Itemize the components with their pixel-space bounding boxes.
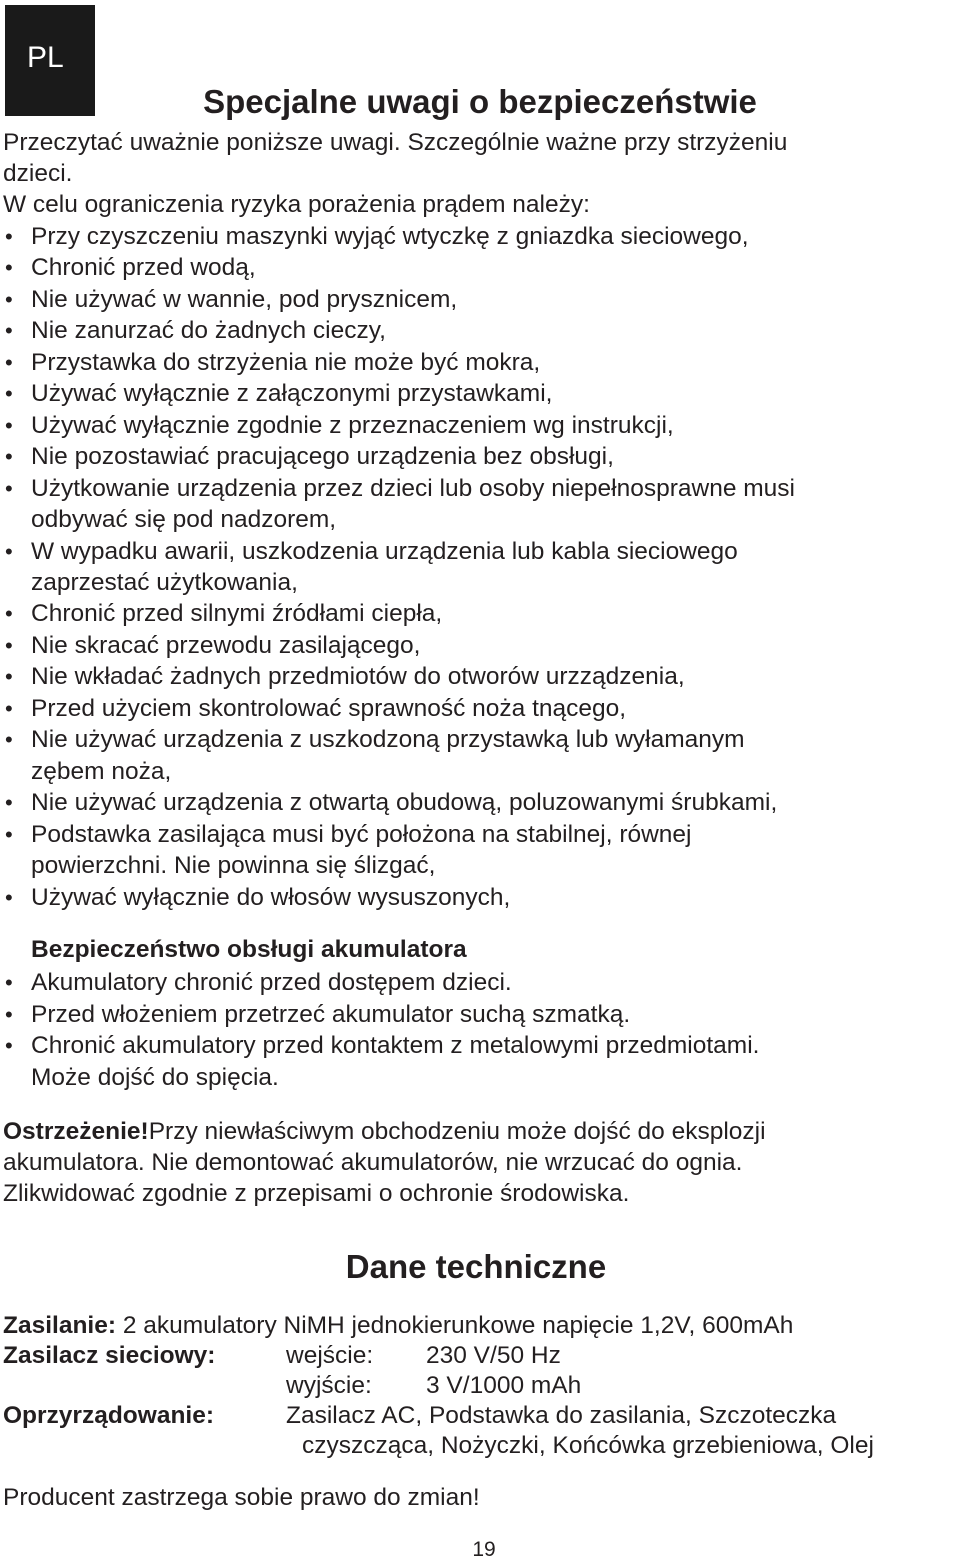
list-item: Używać wyłącznie zgodnie z przeznaczeniem wg instrukcji, — [31, 412, 674, 439]
list-item: Chronić przed wodą, — [31, 254, 256, 281]
language-code: PL — [27, 41, 64, 74]
tech-title: Dane techniczne — [345, 1248, 607, 1285]
bullet: • — [5, 413, 13, 438]
bullet: • — [5, 444, 13, 469]
warning-line — [3, 1120, 766, 1145]
bullet: • — [5, 1033, 13, 1058]
list-item: Nie wkładać żadnych przedmiotów do otworów urzządzenia, — [31, 663, 685, 690]
list-item-continuation: Może dojść do spięcia. — [31, 1064, 279, 1091]
list-item: Nie używać urządzenia z uszkodzoną przystawką lub wyłamanym — [31, 726, 745, 753]
list-item-continuation: odbywać się pod nadzorem, — [31, 506, 337, 533]
accessories-label: Oprzyrządowanie: — [3, 1402, 215, 1429]
list-item: Akumulatory chronić przed dostępem dzieci. — [31, 969, 512, 996]
battery-heading: Bezpieczeństwo obsługi akumulatora — [31, 936, 467, 963]
list-item: W wypadku awarii, uszkodzenia urządzenia lub kabla sieciowego — [31, 538, 738, 565]
warning-line: Zlikwidować zgodnie z przepisami o ochronie środowiska. — [3, 1180, 630, 1207]
bullet: • — [5, 664, 13, 689]
adapter-label: Zasilacz sieciowy: — [3, 1342, 216, 1369]
power-row — [3, 1314, 793, 1339]
bullet: • — [5, 476, 13, 501]
list-item: Używać wyłącznie z załączonymi przystawkami, — [31, 380, 553, 407]
list-item: Nie pozostawiać pracującego urządzenia bez obsługi, — [31, 443, 614, 470]
list-item: Nie skracać przewodu zasilającego, — [31, 632, 421, 659]
list-item: Przy czyszczeniu maszynki wyjąć wtyczkę z gniazdka sieciowego, — [31, 223, 749, 250]
page-number: 19 — [472, 1538, 496, 1561]
warning-label: Ostrzeżenie! — [3, 1118, 149, 1145]
accessories-value: Zasilacz AC, Podstawka do zasilania, Szczoteczka — [286, 1402, 837, 1429]
bullet: • — [5, 790, 13, 815]
list-item: Nie używać w wannie, pod prysznicem, — [31, 286, 458, 313]
bullet: • — [5, 970, 13, 995]
output-value: 3 V/1000 mAh — [426, 1372, 582, 1399]
bullet: • — [5, 885, 13, 910]
accessories-value: czyszcząca, Nożyczki, Końcówka grzebieniowa, Olej — [302, 1432, 874, 1459]
footer-note: Producent zastrzega sobie prawo do zmian! — [3, 1484, 480, 1511]
bullet: • — [5, 287, 13, 312]
power-label: Zasilanie: — [3, 1312, 117, 1339]
list-item: Przed włożeniem przetrzeć akumulator suchą szmatką. — [31, 1001, 631, 1028]
list-item: Przystawka do strzyżenia nie może być mokra, — [31, 349, 541, 376]
bullet: • — [5, 1002, 13, 1027]
list-item: Podstawka zasilająca musi być położona na stabilnej, równej — [31, 821, 692, 848]
bullet: • — [5, 633, 13, 658]
bullet: • — [5, 318, 13, 343]
warning-text: Przy niewłaściwym obchodzeniu może dojść do eksplozji — [148, 1118, 766, 1145]
list-item: Nie zanurzać do żadnych cieczy, — [31, 317, 386, 344]
list-item: Używać wyłącznie do włosów wysuszonych, — [31, 884, 511, 911]
power-value: 2 akumulatory NiMH jednokierunkowe napięcie 1,2V, 600mAh — [122, 1312, 794, 1339]
list-item: Przed użyciem skontrolować sprawność noża tnącego, — [31, 695, 627, 722]
list-item: Chronić przed silnymi źródłami ciepła, — [31, 600, 443, 627]
page-title: Specjalne uwagi o bezpieczeństwie — [203, 83, 757, 120]
bullet: • — [5, 822, 13, 847]
input-value: 230 V/50 Hz — [426, 1342, 561, 1369]
bullet: • — [5, 601, 13, 626]
bullet: • — [5, 224, 13, 249]
list-item: Użytkowanie urządzenia przez dzieci lub osoby niepełnosprawne musi — [31, 475, 795, 502]
bullet: • — [5, 255, 13, 280]
intro-line: dzieci. — [3, 160, 73, 187]
input-label: wejście: — [286, 1342, 374, 1369]
list-item: Chronić akumulatory przed kontaktem z metalowymi przedmiotami. — [31, 1032, 760, 1059]
bullet: • — [5, 350, 13, 375]
list-item-continuation: zębem noża, — [31, 758, 172, 785]
list-item-continuation: zaprzestać użytkowania, — [31, 569, 298, 596]
bullet: • — [5, 381, 13, 406]
list-item: Nie używać urządzenia z otwartą obudową, poluzowanymi śrubkami, — [31, 789, 778, 816]
warning-line: akumulatora. Nie demontować akumulatorów, nie wrzucać do ognia. — [3, 1149, 743, 1176]
intro-line: W celu ograniczenia ryzyka porażenia prądem należy: — [3, 191, 590, 218]
bullet: • — [5, 539, 13, 564]
bullet: • — [5, 727, 13, 752]
bullet: • — [5, 696, 13, 721]
list-item-continuation: powierzchni. Nie powinna się ślizgać, — [31, 852, 436, 879]
output-label: wyjście: — [286, 1372, 372, 1399]
intro-line: Przeczytać uważnie poniższe uwagi. Szczególnie ważne przy strzyżeniu — [3, 129, 788, 156]
